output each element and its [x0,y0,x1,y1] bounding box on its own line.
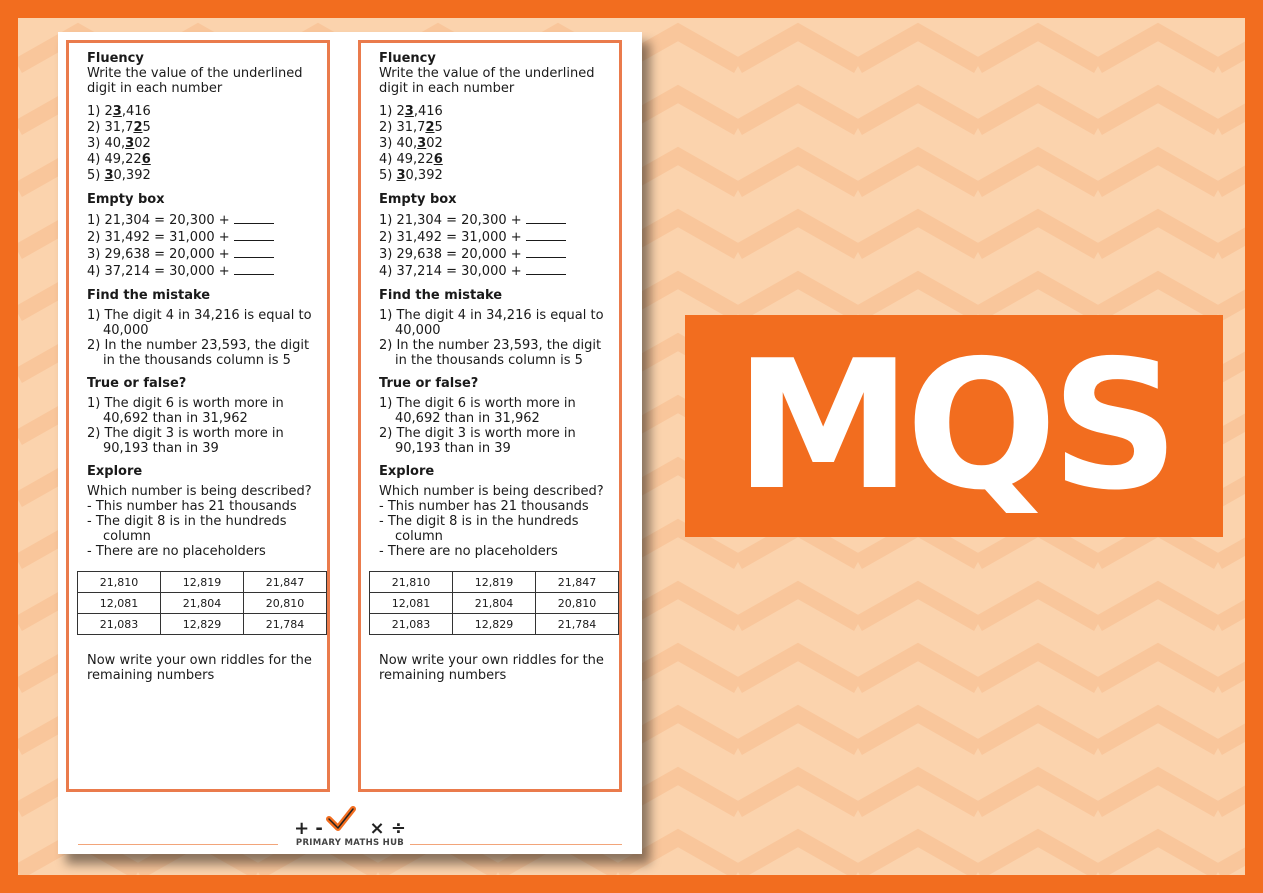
answer-blank [234,246,274,258]
fluency-item [379,168,609,184]
equation-text: 4) 37,214 = 30,000 + [379,264,526,279]
answer-blank [526,212,566,224]
answer-blank [234,263,274,275]
grid-cell: 12,819 [453,572,536,593]
section-title-true-false: True or false? [379,376,479,391]
section-title-explore: Explore [379,464,435,479]
grid-cell: 21,083 [370,614,453,635]
digits-after: 02 [426,136,443,151]
digits-before: 2 [104,104,113,119]
answer-blank [526,229,566,241]
digits-after: 0,392 [405,168,443,183]
fluency-list [87,104,317,184]
find-mistake-item: 1) The digit 4 in 34,216 is equal to 40,000 [379,308,604,338]
mqs-badge [685,315,1223,537]
find-mistake-item: 1) The digit 4 in 34,216 is equal to 40,000 [87,308,312,338]
explore-clue: - There are no placeholders [379,544,558,559]
worksheet-page [58,32,642,854]
grid-cell: 20,810 [536,593,619,614]
brand-name: PRIMARY MATHS HUB [295,838,405,848]
equation-text: 4) 37,214 = 30,000 + [87,264,234,279]
item-number: 2) [87,120,105,135]
grid-row [78,593,327,614]
explore-clues [379,499,609,559]
number-grid [369,571,619,635]
section-title-empty-box: Empty box [87,192,165,207]
equation-text: 2) 31,492 = 31,000 + [87,230,234,245]
grid-row [370,572,619,593]
digits-before: 49,22 [396,152,434,167]
empty-box-list [87,212,317,280]
digits-before: 40, [104,136,126,151]
grid-cell: 21,804 [453,593,536,614]
grid-cell: 12,829 [161,614,244,635]
equation-text: 3) 29,638 = 20,000 + [87,247,234,262]
item-number: 4) [379,152,397,167]
grid-cell: 21,083 [78,614,161,635]
item-number: 5) [87,168,105,183]
explore-closing: Now write your own riddles for the remaining numbers [379,653,604,683]
section-title-empty-box: Empty box [379,192,457,207]
item-number: 3) [379,136,397,151]
digits-before: 31,7 [104,120,134,135]
divider-line [78,844,278,845]
section-title-fluency: Fluency [87,51,144,66]
answer-blank [526,263,566,275]
empty-box-item [379,212,609,229]
digits-after: 5 [434,120,443,135]
true-false-item: 2) The digit 3 is worth more in 90,193 than in 39 [379,426,576,456]
digits-after: ,416 [413,104,443,119]
explore-question: Which number is being described? [87,484,312,499]
grid-cell: 12,081 [78,593,161,614]
grid-cell: 21,804 [161,593,244,614]
digits-after: 0,392 [113,168,151,183]
explore-question: Which number is being described? [379,484,604,499]
empty-box-item [379,263,609,280]
item-number: 3) [87,136,105,151]
grid-cell: 12,081 [370,593,453,614]
fluency-item [87,136,317,152]
section-title-find-mistake: Find the mistake [87,288,211,303]
grid-cell: 21,847 [536,572,619,593]
find-mistake-item: 2) In the number 23,593, the digit in the thousands column is 5 [87,338,310,368]
digits-before: 49,22 [104,152,142,167]
equation-text: 2) 31,492 = 31,000 + [379,230,526,245]
equation-text: 1) 21,304 = 20,300 + [379,213,526,228]
fluency-instruction: Write the value of the underlined digit in each number [379,66,595,96]
fluency-item [87,104,317,120]
explore-clues [87,499,317,559]
grid-cell: 21,847 [244,572,327,593]
section-title-true-false: True or false? [87,376,187,391]
fluency-item [379,120,609,136]
item-number: 2) [379,120,397,135]
item-number: 4) [87,152,105,167]
empty-box-item [87,263,317,280]
underlined-digit: 3 [125,136,135,151]
answer-blank [234,229,274,241]
digits-before: 2 [396,104,405,119]
digits-after: 5 [142,120,151,135]
explore-clue: - There are no placeholders [87,544,266,559]
fluency-list [379,104,609,184]
equation-text: 3) 29,638 = 20,000 + [379,247,526,262]
explore-clue: - This number has 21 thousands [379,499,589,514]
item-number: 1) [379,104,397,119]
primary-maths-hub-logo [58,802,642,854]
item-number: 1) [87,104,105,119]
fluency-instruction: Write the value of the underlined digit in each number [87,66,303,96]
grid-cell: 20,810 [244,593,327,614]
symbols-right: × ÷ [369,818,406,839]
grid-cell: 12,819 [161,572,244,593]
underlined-digit: 2 [425,120,435,135]
fluency-item [87,120,317,136]
empty-box-item [87,246,317,263]
empty-box-item [87,212,317,229]
answer-blank [526,246,566,258]
underlined-digit: 3 [396,168,406,183]
explore-clue: - The digit 8 is in the hundreds column [379,514,579,544]
grid-cell: 21,810 [370,572,453,593]
grid-row [370,593,619,614]
empty-box-item [379,229,609,246]
underlined-digit: 3 [104,168,114,183]
worksheet-card-right [358,40,622,792]
item-number: 5) [379,168,397,183]
empty-box-list [379,212,609,280]
section-title-explore: Explore [87,464,143,479]
equation-text: 1) 21,304 = 20,300 + [87,213,234,228]
underlined-digit: 2 [133,120,143,135]
grid-row [78,614,327,635]
explore-closing: Now write your own riddles for the remaining numbers [87,653,312,683]
worksheet-card-left [66,40,330,792]
section-title-fluency: Fluency [379,51,436,66]
find-mistake-list [87,308,317,368]
explore-clue: - This number has 21 thousands [87,499,297,514]
grid-cell: 21,784 [244,614,327,635]
fluency-item [87,168,317,184]
digits-before: 31,7 [396,120,426,135]
underlined-digit: 6 [141,152,151,167]
explore-clue: - The digit 8 is in the hundreds column [87,514,287,544]
true-false-item: 1) The digit 6 is worth more in 40,692 than in 31,962 [379,396,576,426]
divider-line [410,844,622,845]
underlined-digit: 3 [404,104,414,119]
grid-cell: 21,784 [536,614,619,635]
true-false-item: 2) The digit 3 is worth more in 90,193 than in 39 [87,426,284,456]
empty-box-item [379,246,609,263]
fluency-item [87,152,317,168]
grid-row [370,614,619,635]
underlined-digit: 3 [417,136,427,151]
section-title-find-mistake: Find the mistake [379,288,503,303]
fluency-item [379,152,609,168]
empty-box-item [87,229,317,246]
grid-cell: 12,829 [453,614,536,635]
fluency-item [379,104,609,120]
badge-label: MQS [734,322,1174,529]
grid-cell: 21,810 [78,572,161,593]
checkmark-pencil-icon [326,804,356,834]
digits-before: 40, [396,136,418,151]
true-false-item: 1) The digit 6 is worth more in 40,692 than in 31,962 [87,396,284,426]
underlined-digit: 3 [112,104,122,119]
number-grid [77,571,327,635]
find-mistake-item: 2) In the number 23,593, the digit in the thousands column is 5 [379,338,602,368]
true-false-list [379,396,609,456]
fluency-item [379,136,609,152]
symbols-left: + - [294,818,323,839]
digits-after: 02 [134,136,151,151]
underlined-digit: 6 [433,152,443,167]
grid-row [78,572,327,593]
digits-after: ,416 [121,104,151,119]
answer-blank [234,212,274,224]
true-false-list [87,396,317,456]
find-mistake-list [379,308,609,368]
